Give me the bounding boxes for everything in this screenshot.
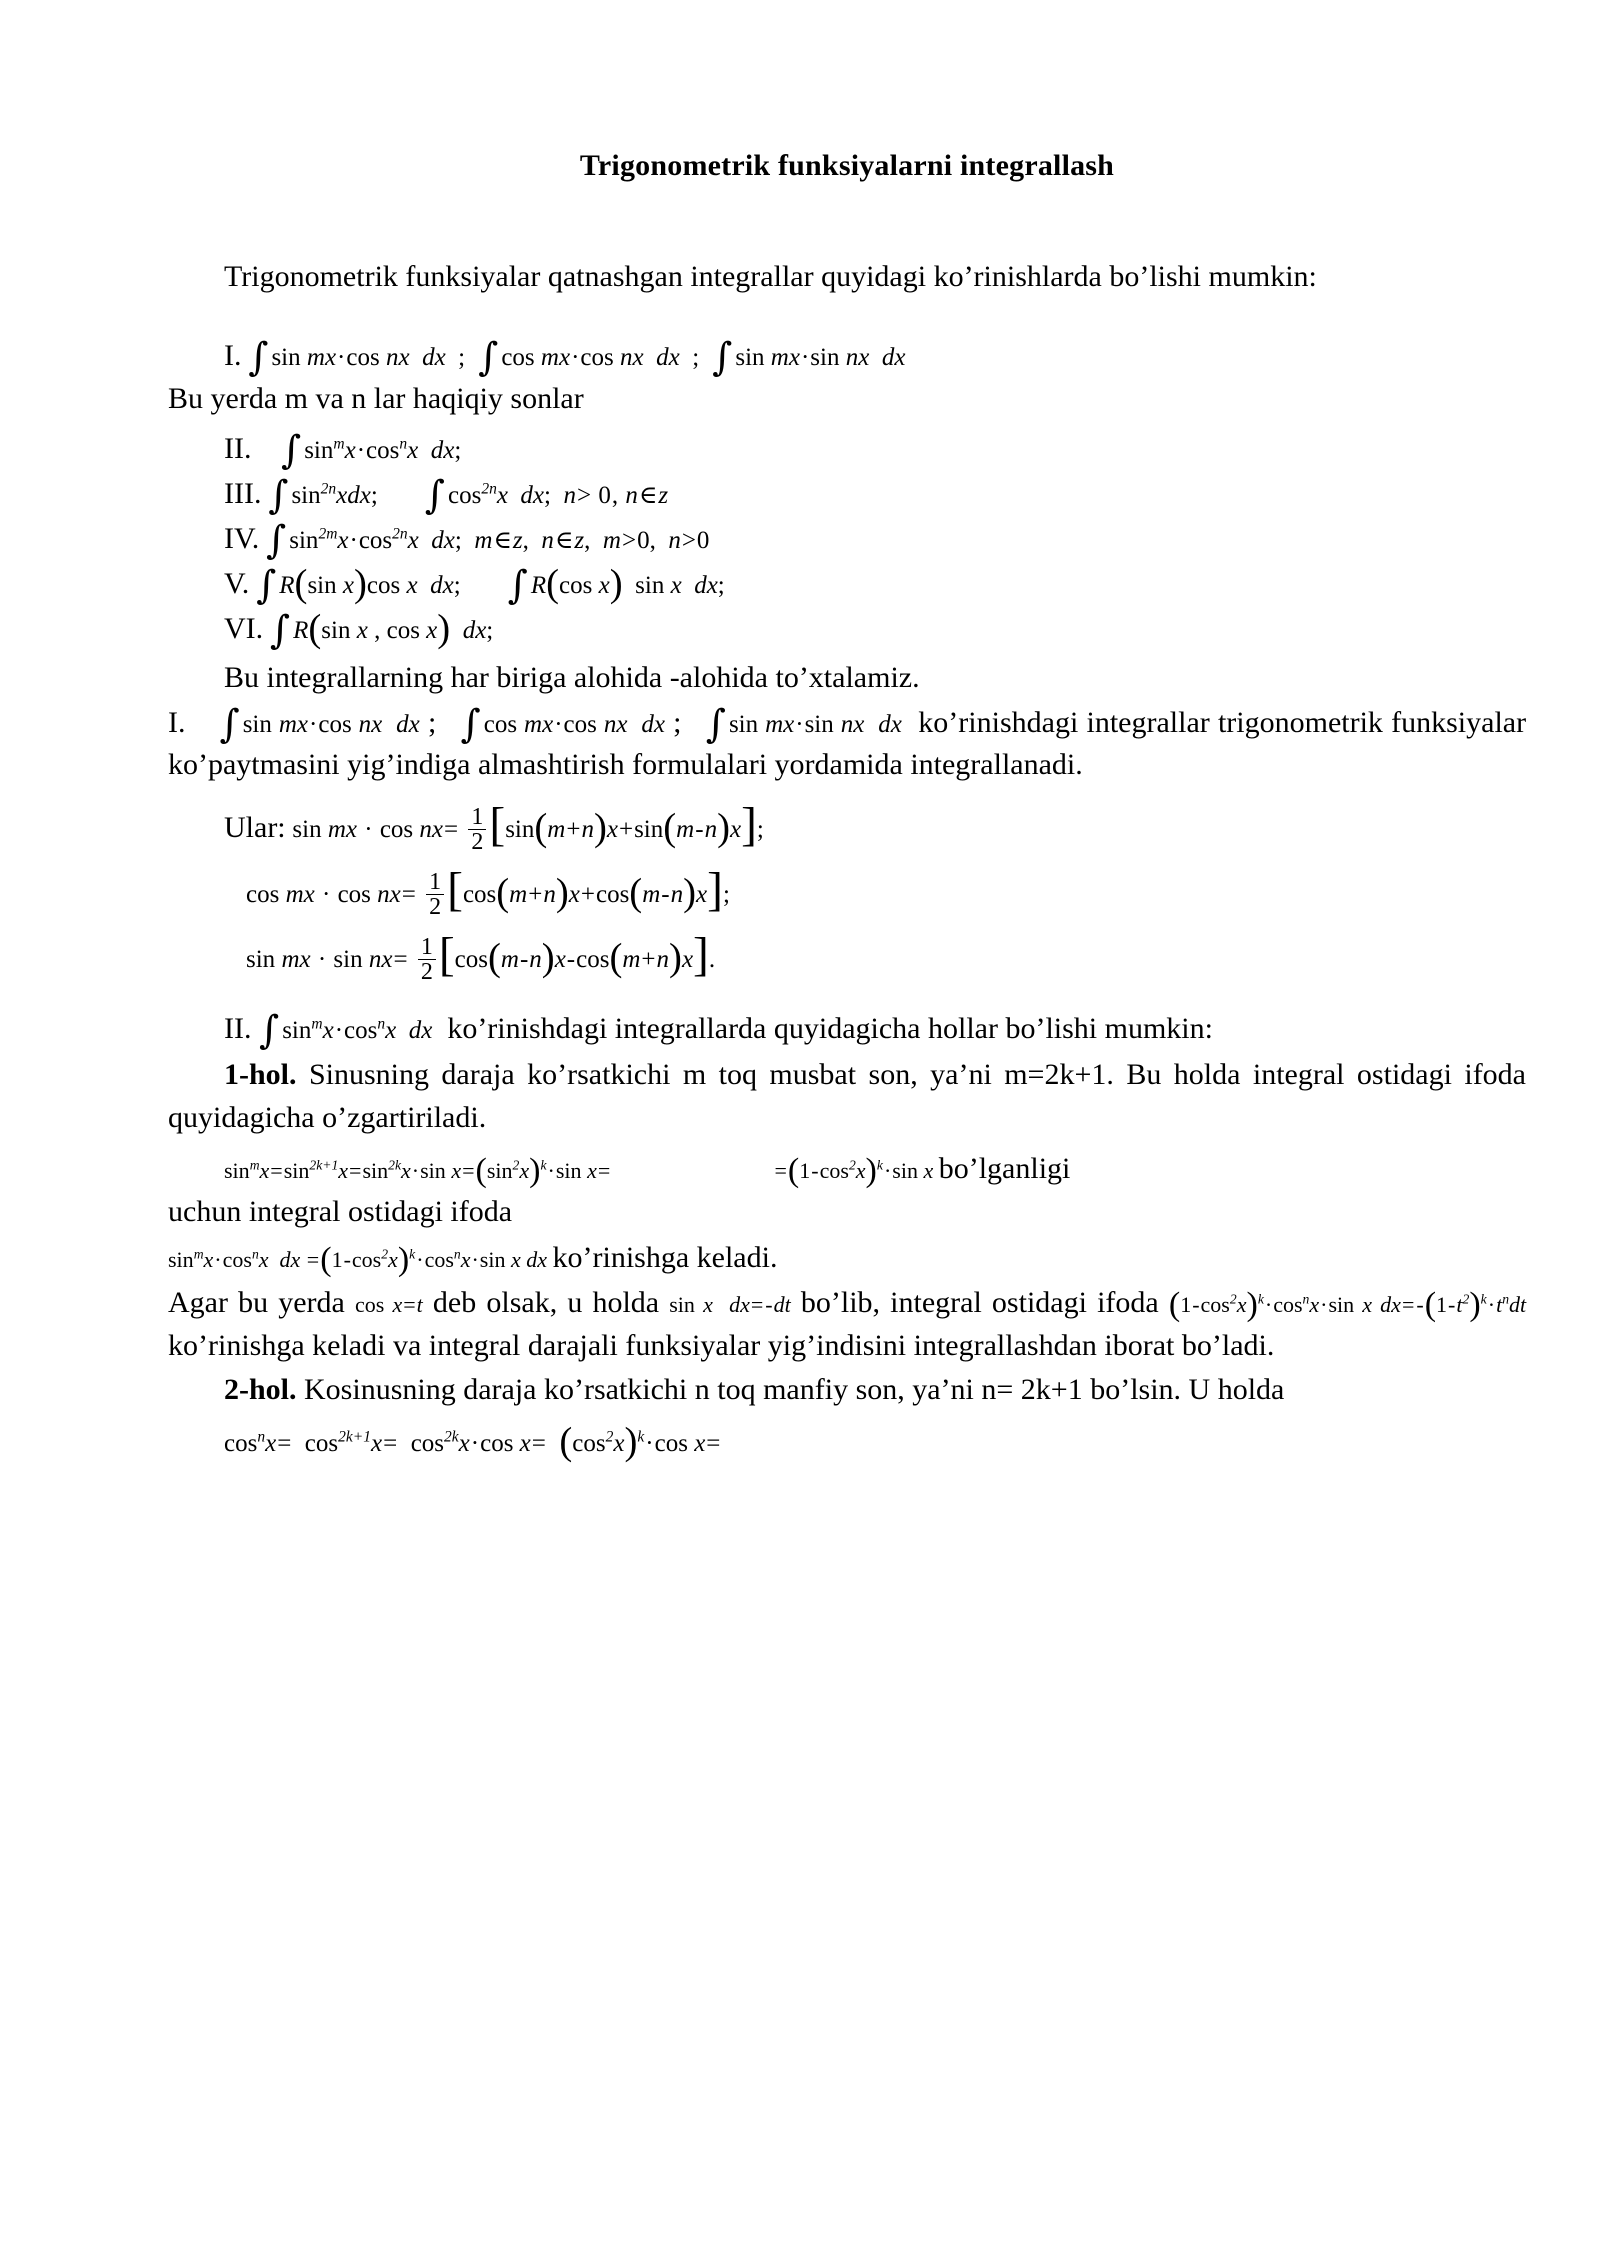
hol1-formula2-row [168, 1235, 1526, 1280]
hol1-inline-1: cos x=t [355, 1292, 423, 1318]
intro-text: Trigonometrik funksiyalar qatnashgan integrallar quyidagi ko’rinishlarda bo’lishi mumkin: [224, 260, 1317, 293]
list-numeral-V: V. [224, 567, 250, 601]
ular-formula-2 [168, 863, 1526, 921]
list-item-VI [168, 606, 1526, 654]
hol2-paragraph [168, 1369, 1526, 1412]
hol1-paragraph [168, 1054, 1526, 1139]
after-list-text: Bu integrallarning har biriga alohida -alohida to’xtalamiz. [224, 661, 920, 695]
hol2-label: 2-hol. [224, 1373, 297, 1407]
hol1-para-a: Agar bu yerda [168, 1286, 345, 1320]
list-I-sep-1: ; [451, 343, 472, 371]
list-item-III [168, 471, 1526, 519]
integral-sign-icon: ∫ [424, 473, 445, 519]
integral-sign-icon: ∫ [248, 334, 269, 380]
list-item-IV [168, 516, 1526, 564]
hol1-inline-2: sin x dx=-dt [669, 1292, 791, 1318]
page-title: Trigonometrik funksiyalarni integrallash [579, 149, 1115, 182]
list-numeral-IV: IV. [224, 522, 260, 556]
fraction-numerator: 1 [420, 933, 433, 960]
hol1-para-e: ko’rinishga keladi va integral darajali funksiyalar yig’indisini integrallashdan iborat bo’ladi. [168, 1328, 1275, 1362]
fraction-one-half [468, 805, 486, 854]
hol1-formula2: $\sin^mx\cdot\cos^nx$ dx $=(1-\cos^2x)^k\cdot\cos^nx\cdot\sin$ x dx [168, 1241, 548, 1279]
section-I-expr-3: ∫ sin mx·sin nx dx [705, 701, 902, 747]
ular-formula-1 [168, 798, 1526, 856]
hol2-formula-row [168, 1419, 1526, 1463]
section-II-paragraph [168, 1008, 1526, 1051]
hol2-text: Kosinusning daraja ko’rsatkichi n toq manfiy son, ya’ni n= 2k+1 bo’lsin. U holda [304, 1373, 1285, 1407]
list-I-expr-2: ∫ cos mx·cos nx dx [478, 334, 680, 380]
integral-sign-icon: ∫ [256, 563, 277, 609]
list-numeral-III: III. [224, 477, 262, 511]
section-I-expr-1: ∫ sin mx·cos nx dx [219, 701, 420, 747]
integral-sign-icon: ∫ [478, 334, 499, 380]
fraction-numerator: 1 [429, 868, 442, 895]
hol1-after-formula2: ko’rinishga keladi. [552, 1241, 778, 1275]
formula-1-body: sin mx · cos nx= $\frac{1}{2}$ [sin(m+n)x+sin(m-n)x]; [292, 798, 764, 855]
list-III-cond: n> 0, n∈z [563, 482, 669, 510]
integral-sign-icon: ∫ [280, 428, 302, 474]
list-I-expr-1: ∫ sin mx·cos nx dx [248, 334, 446, 380]
list-I-sep-2: ; [685, 343, 706, 371]
fraction-one-half [426, 870, 444, 919]
list-V-expr-1: ∫ R(sin x)cos x dx; [256, 562, 467, 609]
hol1-text: Sinusning daraja ko’rsatkichi m toq musbat son, ya’ni m=2k+1. Bu holda integral ostidagi ifoda quyidagicha o’zgartiriladi. [168, 1058, 1527, 1134]
integral-sign-icon: ∫ [258, 1007, 280, 1053]
section-I-numeral: I. [168, 705, 186, 739]
fraction-denominator: 2 [426, 894, 444, 919]
hol1-formula-left: $\sin^mx=\sin^{2k+1}x=\sin^{2k}x\cdot\sin$ $x=(\sin^2x)^k\cdot\sin$ x= [224, 1151, 611, 1189]
section-II-tail-text: ko’rinishdagi integrallarda quyidagicha hollar bo’lishi mumkin: [447, 1011, 1213, 1045]
hol1-after-formula: bo’lganligi [938, 1151, 1071, 1185]
list-numeral-I: I. [224, 338, 242, 372]
list-III-expr-2: ∫ $\cos^{2n}x$ dx; [424, 473, 558, 519]
section-I-tail-text: ko’rinishdagi integrallar trigonometrik funksiyalar ko’paytmasini yig’indiga almashtirish formulalari yordamida integrallanadi. [168, 705, 1527, 782]
fraction-denominator: 2 [468, 829, 486, 854]
integral-sign-icon: ∫ [507, 563, 528, 609]
list-item-V [168, 561, 1526, 609]
integral-sign-icon: ∫ [269, 608, 291, 654]
hol1-text2: uchun integral ostidagi ifoda [168, 1194, 513, 1228]
section-II-numeral: II. [224, 1011, 252, 1045]
formula-3-body: sin mx · sin nx= $\frac{1}{2}$ [cos(m-n)x-cos(m+n)x]. [246, 928, 716, 985]
ular-label: Ular: [224, 810, 286, 844]
list-IV-expr: ∫ $\sin^{2m}x\cdot\cos^{2n}x$ dx; [266, 518, 469, 564]
fraction-numerator: 1 [471, 803, 484, 830]
integral-sign-icon: ∫ [266, 518, 287, 564]
hol2-formula: $\cos^nx= \cos^{2k+1}x= \cos^{2k}x\cdot\cos$ $x= (\cos^2x)^k\cdot\cos$ x= [224, 1419, 721, 1463]
integral-sign-icon: ∫ [705, 701, 726, 747]
ular-formula-3 [168, 928, 1526, 986]
integral-sign-icon: ∫ [712, 334, 733, 380]
list-II-expr: ∫ $\sin^mx\cdot\cos^nx$ dx; [280, 428, 462, 474]
hol1-substitution-paragraph [168, 1282, 1526, 1367]
list-VI-expr: ∫ R(sin x , cos x) dx; [269, 607, 494, 654]
formula-2-body: cos mx · cos nx= $\frac{1}{2}$ [cos(m+n)x+cos(m-n)x]; [246, 863, 730, 920]
fraction-one-half [418, 935, 436, 984]
document-content [168, 0, 1526, 1462]
list-numeral-II: II. [224, 432, 252, 466]
hol1-label: 1-hol. [224, 1058, 297, 1092]
list-I-expr-3: ∫ sin mx·sin nx dx [712, 334, 906, 380]
section-I-paragraph: I. ∫ sin mx·cos nx dx ; ∫ cos mx·cos nx dx ; ∫ sin mx·sin nx dx ko’rinishdagi integrallar trigonometrik funksiyalar ko’paytmasini yig’indiga almashtirish formulalari yordamida integrallanadi. [168, 701, 1527, 782]
list-item-II [168, 426, 1526, 474]
integral-sign-icon: ∫ [268, 473, 289, 519]
list-IV-cond: m∈z, n∈z, m>0, n>0 [474, 527, 710, 555]
section-II-expr: ∫ $\sin^mx\cdot\cos^nx$ dx [258, 1007, 433, 1053]
hol1-formula-row [168, 1146, 1526, 1191]
hol1-inline-3: $(1-\cos^2x)^k\cdot\cos^nx\cdot\sin$ x $dx=-(1-t^2)^k\cdot t^ndt$ [1168, 1286, 1527, 1324]
list-numeral-VI: VI. [224, 612, 264, 646]
section-I-expr-2: ∫ cos mx·cos nx dx [460, 701, 665, 747]
hol1-formula-right: $=(1-\cos^2x)^k\cdot\sin$ x [774, 1151, 934, 1189]
list-I-note: Bu yerda m va n lar haqiqiy sonlar [168, 381, 584, 415]
hol1-para-c: bo’lib, integral ostidagi [800, 1286, 1087, 1320]
intro-paragraph [168, 256, 1526, 299]
hol1-para-b: deb olsak, u holda [432, 1286, 660, 1320]
list-V-expr-2: ∫ R(cos x) sin x dx; [507, 562, 725, 609]
hol1-para-d: ifoda [1097, 1286, 1159, 1320]
integral-sign-icon: ∫ [460, 701, 481, 747]
list-III-expr-1: ∫ $\sin^{2n}xdx$; [268, 473, 385, 519]
list-item-I [168, 333, 1526, 378]
fraction-denominator: 2 [418, 959, 436, 984]
integral-sign-icon: ∫ [219, 701, 240, 747]
after-list-paragraph [168, 657, 1526, 700]
